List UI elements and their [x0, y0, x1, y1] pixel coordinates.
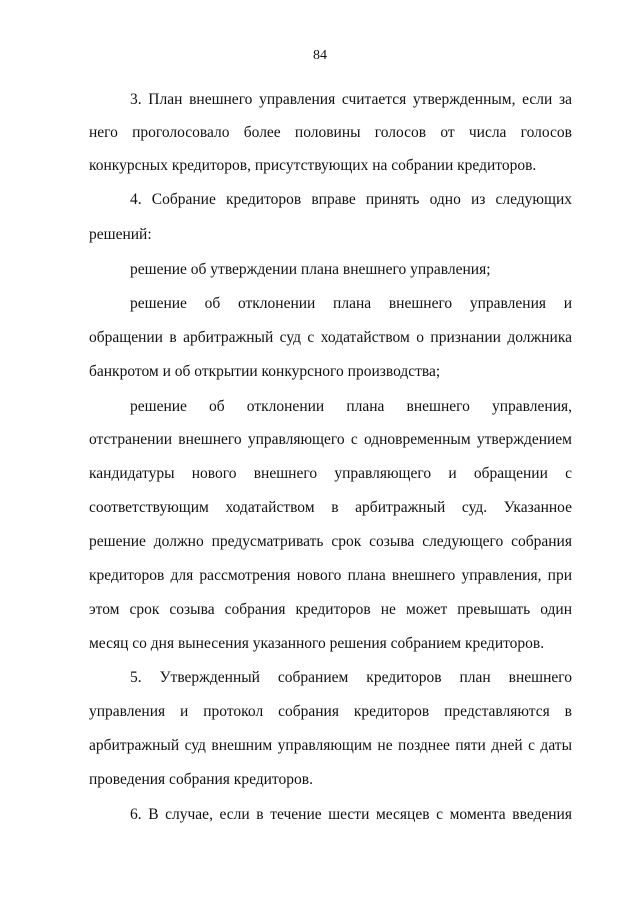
text-line: отстранении внешнего управляющего с одновременным утверждением	[89, 431, 572, 448]
text-line: управления и протокол собрания кредиторов представляются в	[89, 703, 572, 720]
text-line: решений:	[89, 226, 152, 243]
text-line: 6. В случае, если в течение шести месяцев с момента введения	[130, 806, 572, 823]
page-number: 84	[313, 48, 327, 63]
text-line: месяц со дня вынесения указанного решения собранием кредиторов.	[89, 635, 545, 652]
text-line: 5. Утвержденный собранием кредиторов план внешнего	[130, 669, 572, 686]
text-line: кандидатуры нового внешнего управляющего и обращении с	[89, 465, 572, 482]
text-line: решение об отклонении плана внешнего управления и	[130, 295, 572, 312]
text-line: обращении в арбитражный суд с ходатайством о признании должника	[89, 329, 572, 346]
text-line: него проголосовало более половины голосов от числа голосов	[89, 124, 572, 141]
text-line: 3. План внешнего управления считается утвержденным, если за	[130, 91, 572, 108]
text-line: банкротом и об открытии конкурсного производства;	[89, 363, 441, 380]
text-line: этом срок созыва собрания кредиторов не может превышать один	[89, 601, 572, 618]
text-line: соответствующим ходатайством в арбитражный суд. Указанное	[89, 499, 572, 516]
text-line: решение должно предусматривать срок созыва следующего собрания	[89, 533, 572, 550]
text-line: конкурсных кредиторов, присутствующих на собрании кредиторов.	[89, 157, 537, 174]
text-line: арбитражный суд внешним управляющим не позднее пяти дней с даты	[89, 737, 572, 754]
text-line: 4. Собрание кредиторов вправе принять одно из следующих	[130, 191, 572, 208]
text-line: решение об утверждении плана внешнего управления;	[130, 261, 491, 278]
text-line: проведения собрания кредиторов.	[89, 771, 313, 788]
text-line: кредиторов для рассмотрения нового плана внешнего управления, при	[89, 567, 572, 584]
text-line: решение об отклонении плана внешнего управления,	[130, 398, 572, 415]
